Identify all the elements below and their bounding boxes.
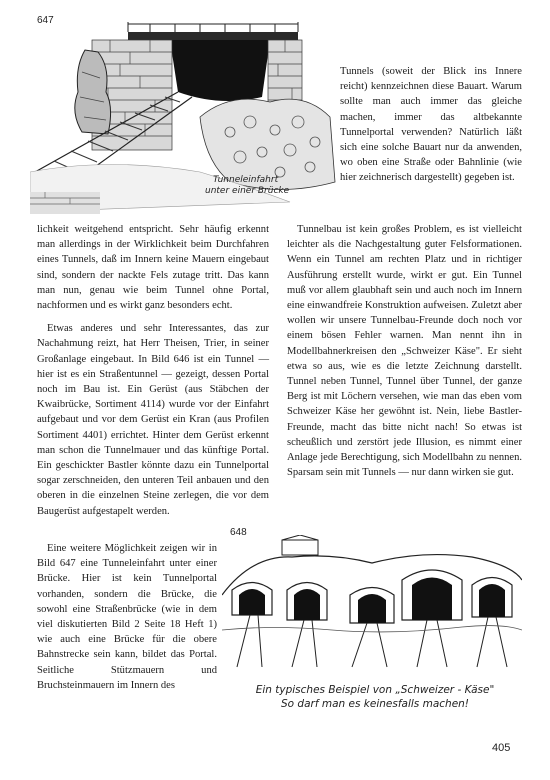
caption-line: unter einer Brücke bbox=[205, 186, 290, 196]
page-number: 405 bbox=[492, 742, 511, 754]
figure-648-caption bbox=[225, 683, 525, 711]
figure-647-caption bbox=[205, 175, 315, 197]
house bbox=[282, 535, 318, 555]
paragraph: Etwas anderes und sehr Interessantes, das zur Nachahmung reizt, hat Herr Theisen, Trier, in seiner Großanlage eingebaut. In Bild 646 ist ein Tunnel — hier ist es ein Straßentunnel — gezeigt, dessen Portal noch im Bau ist. Ein Gerüst (aus Stäbchen der Kwaibrücke, Sortiment 4114) wurde vor der Einfahrt aufgebaut und vor dem Gerüst ein Kran (aus Profilen Sortiment 4401) errichtet. Hinter dem Gerüst erkennt man schon die Tunnelmauer und das künftige Portal. Ein geschickter Bastler könnte dazu ein Tunnelportal sogar zerschneiden, den unteren Teil anbauen und den oberen in die einzelnen Steine zerlegen, die vor dem Baugerüst aufgestapelt werden. bbox=[37, 323, 269, 517]
paragraph: Eine weitere Möglichkeit zeigen wir in Bild 647 eine Tunneleinfahrt unter einer Brücke. Hier ist kein Tunnelportal vorhanden, sondern die Brücke, die sowohl eine Straßenbrücke (wie in dem viel diskutierten Bild 2 Seite 18 Heft 1) wie auch eine Brücke für die obere Bahnstrecke sein kann, bildet das Portal. Seitliche Stützmauern und Bruchsteinmauern im Innern des bbox=[37, 543, 217, 691]
caption-line: So darf man es keinesfalls machen! bbox=[280, 698, 470, 710]
caption-line: Tunneleinfahrt bbox=[213, 175, 279, 185]
tunnel-mouths bbox=[232, 570, 512, 623]
left-column bbox=[37, 222, 269, 527]
tunnel-opening bbox=[170, 40, 270, 101]
caption-line: Ein typisches Beispiel von „Schweizer - Käse" bbox=[255, 684, 495, 696]
figure-648-number: 648 bbox=[230, 527, 247, 538]
paragraph: lichkeit weitgehend entspricht. Sehr häufig erkennt man allerdings in der Wirklichkeit beim Durchfahren eines Tunnels, daß im Innern keine Mauern eingebaut sind, sondern der nackte Fels zutage tritt. Das kann man nun, genau wie beim Tunnel ohne Portal, nachformen und es wirkt ganz besonders echt. bbox=[37, 224, 269, 312]
swiss-cheese-tunnels-illustration bbox=[222, 535, 522, 675]
paragraph: Tunnels (soweit der Blick ins Innere reicht) kennzeichnen diese Bauart. Warum sollte man auch immer das gleiche machen, immer das altbekannte Tunnelportal verwenden? Natürlich läßt sich eine solche Bauart nur da anwenden, wo oben eine Straße oder Bahnlinie (wie hier zeichnerisch dargestellt) gegeben ist. bbox=[340, 66, 522, 184]
paragraph: Tunnelbau ist kein großes Problem, es ist vielleicht leichter als die Nachgestaltung guter Felsformationen. Wenn ein Tunnel am rechten Platz und in richtiger Ausführung erstellt wurde, wirkt er gut. Ein Tunnel muß vor allem glaubhaft sein und auch noch im Innern eine einwandfreie Konstruktion aufweisen. Zuletzt aber wollen wir unsere Tunnelbau-Freunde doch noch vor einem bösen Fehler warnen. Man nennt ihn in Modellbahnerkreisen den „Schweizer Käse". Er sieht etwa so aus, wie es die letzte Zeichnung darstellt. Tunnel neben Tunnel, Tunnel über Tunnel, der ganze Berg ist mit Löchern versehen, wie man das eben vom Schweizer Käse her gewöhnt ist. Nein, liebe Bastler-Freunde, macht das bitte nicht nach! So etwas ist scheußlich und zerstört jede Illusion, es nimmt einer Anlage jede Berechtigung, sich Modellbahn zu nennen. Sparsam sein mit Tunnels — nur dann wirken sie gut. bbox=[287, 224, 522, 479]
right-column bbox=[287, 222, 522, 488]
right-column-intro bbox=[340, 64, 522, 194]
bridge-deck bbox=[128, 32, 298, 40]
figure-647-number: 647 bbox=[37, 15, 54, 26]
left-column-lower bbox=[37, 541, 217, 701]
